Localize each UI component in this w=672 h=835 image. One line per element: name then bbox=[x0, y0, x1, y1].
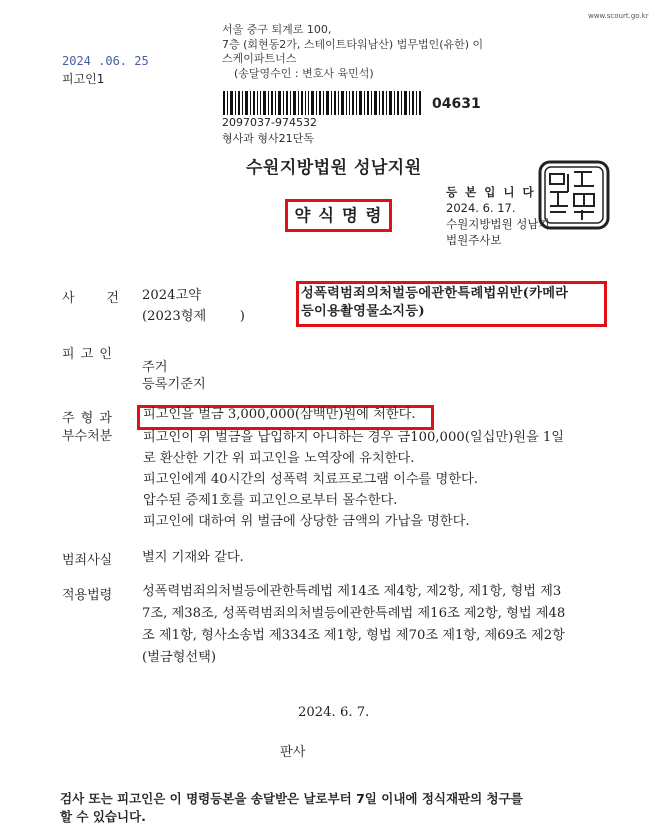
department: 형사과 형사21단독 bbox=[222, 132, 314, 145]
facts-label: 범죄사실 bbox=[62, 553, 113, 568]
sentence-detail: 피고인에 대하여 위 벌금에 상당한 금액의 가납을 명한다. bbox=[143, 514, 470, 529]
address-line: 서울 중구 퇴계로 100, bbox=[222, 23, 332, 36]
sentence-fine: 피고인을 벌금 3,000,000(삼백만)원에 처한다. bbox=[143, 407, 416, 422]
notice-line: 검사 또는 피고인은 이 명령등본을 송달받은 날로부터 7일 이내에 정식재판의 청구를 bbox=[60, 791, 523, 806]
website-label: www.scourt.go.kr bbox=[588, 12, 649, 20]
appeal-notice bbox=[60, 790, 523, 826]
postal-code: 04631 bbox=[432, 96, 481, 112]
tracking-number: 2097037-974532 bbox=[222, 116, 317, 129]
sentence-detail: 피고인이 위 벌금을 납입하지 아니하는 경우 금100,000(일십만)원을 1일 bbox=[143, 430, 565, 445]
law-line: 7조, 제38조, 성폭력범죄의처벌등에관한특례법 제16조 제2항, 형법 제48 bbox=[142, 606, 566, 621]
certification-block bbox=[446, 184, 550, 248]
certification-officer: 법원주사보 bbox=[446, 233, 502, 247]
court-seal bbox=[538, 160, 610, 230]
sentence-detail: 로 환산한 기간 위 피고인을 노역장에 유치한다. bbox=[143, 451, 415, 466]
barcode bbox=[223, 91, 421, 115]
defendant-registry: 등록기준지 bbox=[142, 377, 206, 392]
sentence-detail: 피고인에게 40시간의 성폭력 치료프로그램 이수를 명한다. bbox=[143, 472, 478, 487]
law-line: (벌금형선택) bbox=[142, 650, 216, 665]
received-date-stamp: 2024 .06. 25 bbox=[62, 54, 149, 68]
case-label: 사 건 bbox=[62, 291, 120, 306]
recipient-label: 피고인1 bbox=[62, 72, 105, 86]
sentence-detail: 압수된 증제1호를 피고인으로부터 몰수한다. bbox=[143, 493, 398, 508]
certification-title: 등 본 입 니 다 bbox=[446, 185, 536, 199]
certification-date: 2024. 6. 17. bbox=[446, 201, 516, 215]
document-title: 약 식 명 령 bbox=[285, 199, 392, 232]
charge-line: 성폭력범죄의처벌등에관한특례법위반(카메라 bbox=[301, 286, 569, 301]
law-label: 적용법령 bbox=[62, 588, 113, 603]
address-line: (송달영수인 : 변호사 육민석) bbox=[234, 66, 374, 80]
address-line: 스케이파트너스 bbox=[222, 52, 297, 65]
court-name: 수원지방법원 성남지원 bbox=[246, 158, 422, 178]
judge-label: 판사 bbox=[280, 745, 306, 760]
sentence-label: 부수처분 bbox=[62, 429, 113, 444]
case-prior-number: (2023형제 ) bbox=[142, 309, 245, 324]
sentence-label: 주 형 과 bbox=[62, 411, 113, 426]
defendant-address: 주거 bbox=[142, 360, 168, 375]
law-line: 성폭력범죄의처벌등에관한특례법 제14조 제4항, 제2항, 제1항, 형법 제3 bbox=[142, 584, 562, 599]
notice-line: 할 수 있습니다. bbox=[60, 809, 146, 824]
mailing-address bbox=[222, 23, 483, 81]
facts-text: 별지 기재와 같다. bbox=[142, 550, 244, 565]
case-number: 2024고약 bbox=[142, 288, 202, 303]
law-line: 조 제1항, 형사소송법 제334조 제1항, 형법 제70조 제1항, 제69조 제2항 bbox=[142, 628, 565, 643]
charge-line: 등이용촬영물소지등) bbox=[301, 304, 425, 319]
issue-date: 2024. 6. 7. bbox=[298, 705, 370, 720]
defendant-label: 피 고 인 bbox=[62, 347, 113, 362]
address-line: 7층 (회현동2가, 스테이트타워남산) 법무법인(유한) 이 bbox=[222, 37, 484, 51]
certification-court: 수원지방법원 성남지 bbox=[446, 217, 550, 231]
